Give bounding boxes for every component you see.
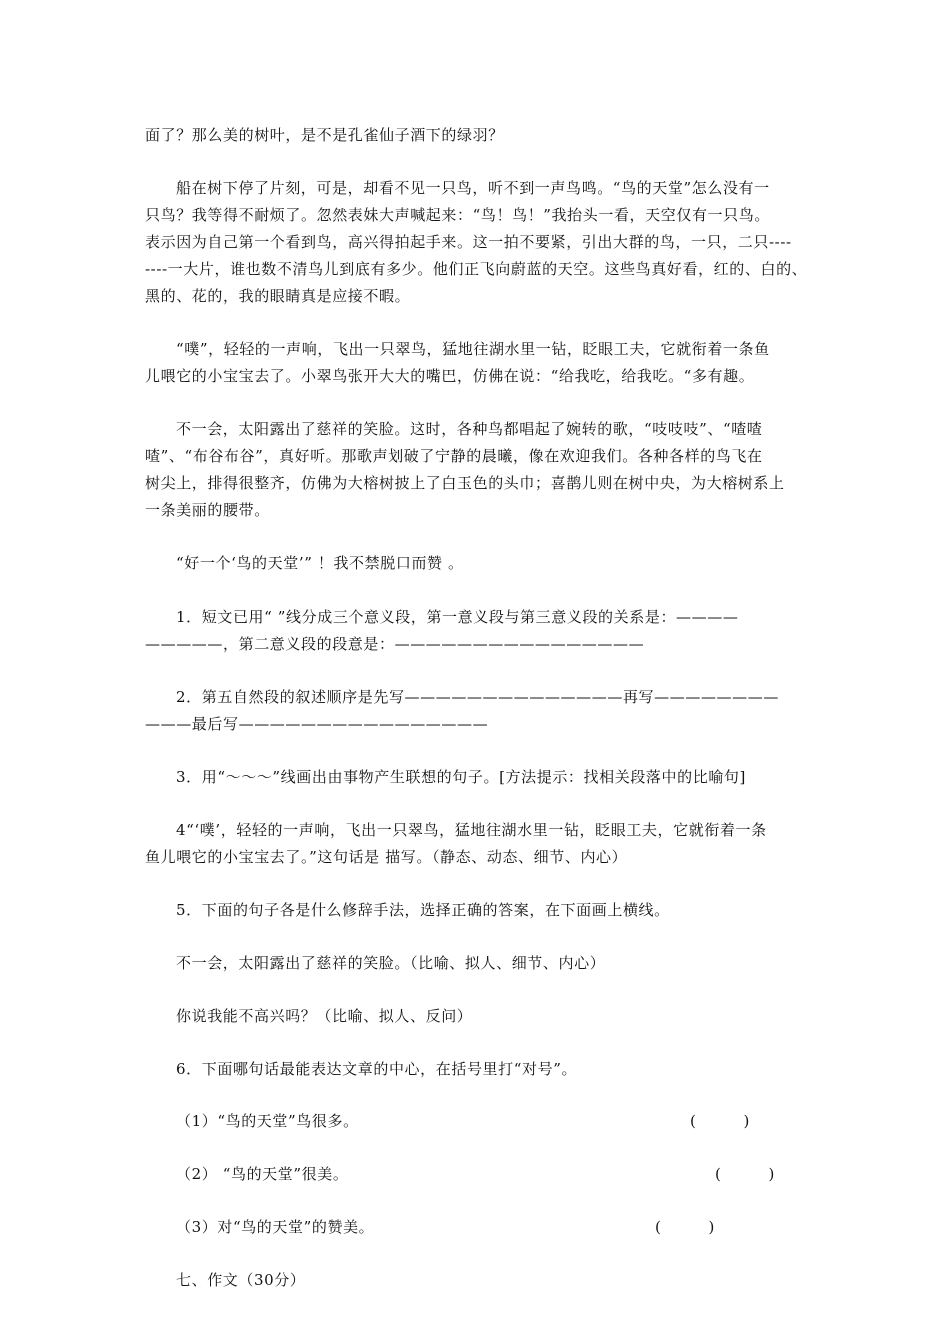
option-2-bracket[interactable]: ( ) <box>715 1165 775 1183</box>
text-line: ----一大片，谁也数不清鸟儿到底有多少。他们正飞向蔚蓝的天空。这些鸟真好看，红的、白的、 <box>145 260 808 278</box>
text-line: “噗”，轻轻的一声响，飞出一只翠鸟，猛地往湖水里一钻，眨眼工夫，它就衔着一条鱼 <box>176 340 770 358</box>
text-line: 树尖上，排得很整齐，仿佛为大榕树披上了白玉色的头巾；喜鹊儿则在树中央，为大榕树系上 <box>145 474 785 492</box>
question-6: 6．下面哪句话最能表达文章的中心，在括号里打“对号”。 <box>176 1060 578 1078</box>
text-line: 喳”、“布谷布谷”，真好听。那歌声划破了宁静的晨曦，像在欢迎我们。各种各样的鸟飞在 <box>145 447 763 465</box>
option-1-bracket[interactable]: ( ) <box>690 1112 750 1130</box>
question-4: 4“‘噗’，轻轻的一声响，飞出一只翠鸟，猛地往湖水里一钻，眨眼工夫，它就衔着一条 <box>176 821 767 839</box>
question-5-sentence-1: 不一会，太阳露出了慈祥的笑脸。（比喻、拟人、细节、内心） <box>176 954 606 972</box>
option-3-bracket[interactable]: ( ) <box>655 1218 715 1236</box>
question-4-continued: 鱼儿喂它的小宝宝去了。”这句话是 描写。（静态、动态、细节、内心） <box>145 848 628 866</box>
text-line: 黑的、花的，我的眼睛真是应接不暇。 <box>145 287 411 305</box>
text-line: 船在树下停了片刻，可是，却看不见一只鸟，听不到一声鸟鸣。“鸟的天堂”怎么没有一 <box>176 179 770 197</box>
question-2: 2．第五自然段的叙述顺序是先写——————————————再写———————— <box>176 688 779 706</box>
question-3: 3．用“～～～”线画出由事物产生联想的句子。[方法提示：找相关段落中的比喻句] <box>176 768 746 786</box>
question-5-sentence-2: 你说我能不高兴吗？（比喻、拟人、反问） <box>176 1007 473 1025</box>
text-line: 只鸟？我等得不耐烦了。忽然表妹大声喊起来：“鸟！鸟！”我抬头一看，天空仅有一只鸟。 <box>145 206 770 224</box>
text-line: 儿喂它的小宝宝去了。小翠鸟张开大大的嘴巴，仿佛在说：“给我吃，给我吃。“多有趣。 <box>145 367 755 385</box>
text-line: 表示因为自己第一个看到鸟，高兴得拍起手来。这一拍不要紧，引出大群的鸟，一只，二只---- <box>145 233 792 251</box>
text-line: 不一会，太阳露出了慈祥的笑脸。这时，各种鸟都唱起了婉转的歌，“吱吱吱”、“喳喳 <box>176 420 763 438</box>
option-1: （1）“鸟的天堂”鸟很多。 <box>176 1112 359 1130</box>
option-2: （2） “鸟的天堂”很美。 <box>176 1165 349 1183</box>
question-1-continued: —————，第二意义段的段意是：———————————————— <box>145 635 645 653</box>
section-heading-composition: 七、作文（30分） <box>176 1271 306 1289</box>
text-line: 面了？那么美的树叶，是不是孔雀仙子酒下的绿羽？ <box>145 126 504 144</box>
option-3: （3）对“鸟的天堂”的赞美。 <box>176 1218 375 1236</box>
question-2-continued: ———最后写———————————————— <box>145 715 489 733</box>
text-line: 一条美丽的腰带。 <box>145 501 270 519</box>
question-5: 5．下面的句子各是什么修辞手法，选择正确的答案，在下面画上横线。 <box>176 901 670 919</box>
text-line: “好一个‘鸟的天堂’” ！我不禁脱口而赞 。 <box>176 554 464 572</box>
question-1: 1．短文已用“ ”线分成三个意义段，第一意义段与第三意义段的关系是：———— <box>176 608 739 626</box>
